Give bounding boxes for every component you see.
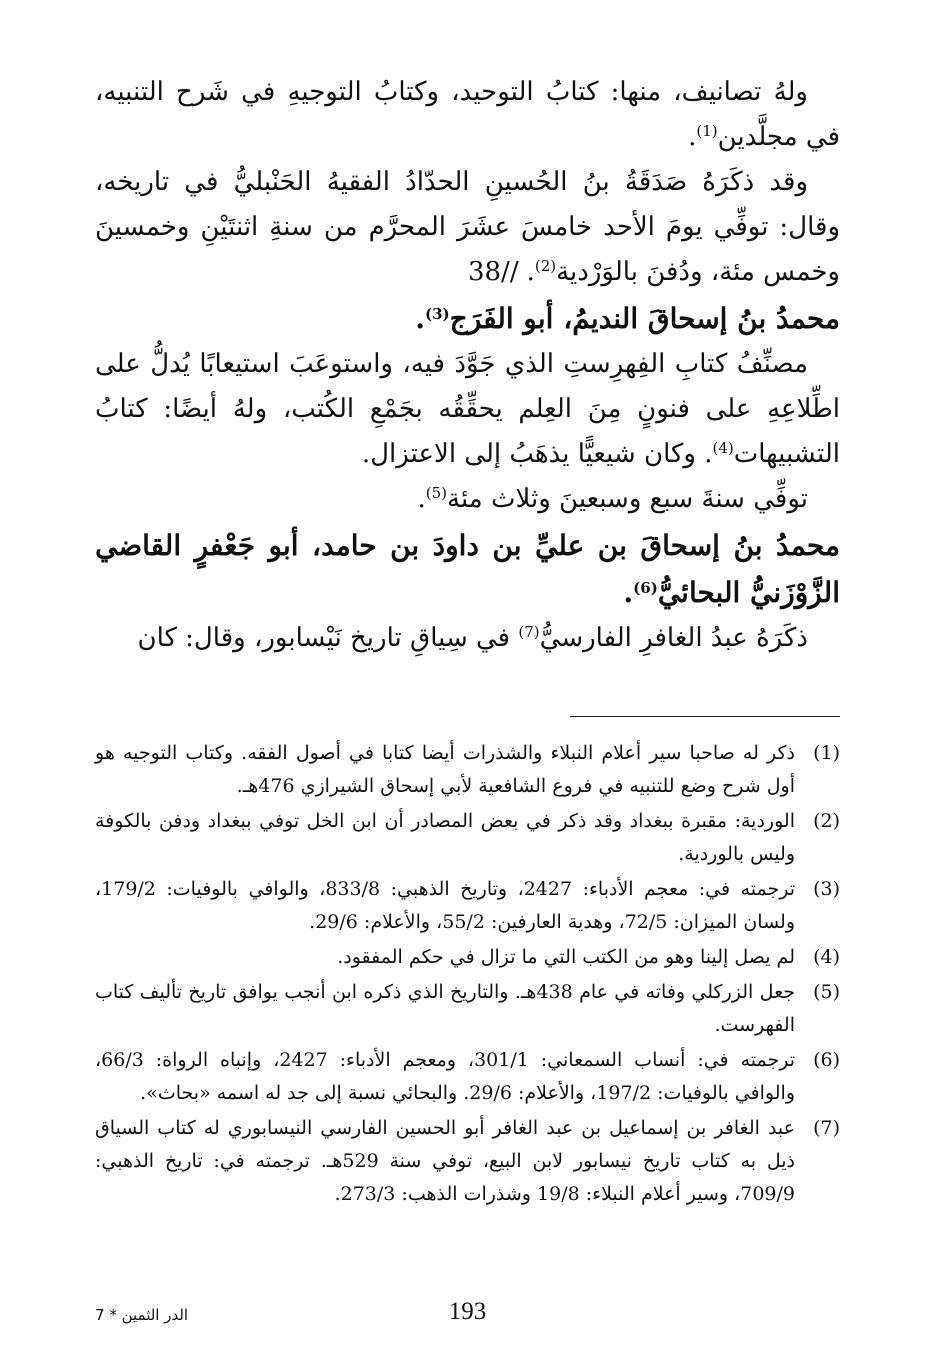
footnote-number: (1) <box>813 742 840 764</box>
footnote <box>95 976 840 1042</box>
paragraph-5 <box>95 616 840 661</box>
footnote-separator <box>570 716 840 717</box>
footnote <box>95 873 840 939</box>
footnote-number: (4) <box>813 946 840 968</box>
entry-heading-1 <box>95 295 840 342</box>
footnote-text: ذكر له صاحبا سير أعلام النبلاء والشذرات أيضا كتابا في أصول الفقه. وكتاب التوجيه هو أول شرح وضع للتنبيه في فروع الشافعية لأبي إسحاق الشيرازي 476هـ. <box>95 742 795 797</box>
book-page <box>95 70 840 1330</box>
footnote <box>95 1112 840 1211</box>
paragraph-4 <box>95 477 840 522</box>
page-footer <box>95 1298 840 1334</box>
paragraph-1-text: ولهُ تصانيف، منها: كتابُ التوحيد، وكتابُ التوجيهِ في شَرح التنبيه، في مجلَّدين <box>95 77 840 152</box>
printer-signature: الدر الثمين * 7 <box>95 1306 189 1324</box>
entry-heading-2-text: محمدُ بنُ إسحاقَ بن عليِّ بن داودَ بن حامد، أبو جَعْفرٍ القاضي الزَّوْزَنيُّ البحائيُّ <box>95 529 840 609</box>
paragraph-2-end: . <box>526 257 535 287</box>
footnote-text: عبد الغافر بن إسماعيل بن عبد الغافر أبو الحسين الفارسي النيسابوري له كتاب السياق ذيل به كتاب تاريخ نيسابور لابن البيع، توفي سنة 529هـ. ترجمته في: تاريخ الذهبي: 709/9، وسير أعلام النبلاء: 19/8 وشذرات الذهب: 273/3. <box>95 1117 795 1205</box>
paragraph-3 <box>95 342 840 477</box>
footnote-text: ترجمته في: أنساب السمعاني: 301/1، ومعجم الأدباء: 2427، وإنباه الرواة: 66/3، والوافي بالوفيات: 197/2، والأعلام: 29/6. والبحائي نسبة إلى جد له اسمه «بحاث». <box>95 1049 795 1104</box>
footnote <box>95 1044 840 1110</box>
footnote-number: (7) <box>813 1117 840 1139</box>
main-text <box>95 70 840 661</box>
footnote-text: جعل الزركلي وفاته في عام 438هـ. والتاريخ الذي ذكره ابن أنجب يوافق تاريخ تأليف كتاب الفهرست. <box>95 981 795 1036</box>
footnote <box>95 805 840 871</box>
page-number: 193 <box>448 1298 487 1325</box>
paragraph-3-text: مصنِّفُ كتابِ الفِهرِستِ الذي جَوَّدَ فيه، واستوعَبَ استيعابًا يُدلُّ على اطِّلاعِهِ على فنونٍ مِنَ العِلم يحقِّقُه بجَمْعِ الكُتب، ولهُ أيضًا: كتابُ التشبيهات <box>95 349 840 469</box>
footnote <box>95 941 840 974</box>
paragraph-4-end: . <box>417 484 426 514</box>
paragraph-2 <box>95 160 840 295</box>
entry-heading-1-text: محمدُ بنُ إسحاقَ النديمُ، أبو الفَرَج <box>449 302 840 335</box>
footnote-number: (3) <box>813 878 840 900</box>
footnotes <box>95 737 840 1213</box>
paragraph-5-text: ذكَرَهُ عبدُ الغافرِ الفارسيُّ <box>539 623 808 653</box>
paragraph-1 <box>95 70 840 160</box>
footnote-number: (5) <box>813 981 840 1003</box>
paragraph-1-end: . <box>688 122 697 152</box>
paragraph-4-text: توفِّي سنةَ سبع وسبعينَ وثلاث مئة <box>447 484 808 514</box>
footnote-text: ترجمته في: معجم الأدباء: 2427، وتاريخ الذهبي: 833/8، والوافي بالوفيات: 179/2، ولسان الميزان: 72/5، وهدية العارفين: 55/2، والأعلام: 29/6. <box>95 878 796 933</box>
footnote-ref-2[interactable]: (2) <box>534 257 557 275</box>
footnote <box>95 737 840 803</box>
footnote-number: (2) <box>813 810 840 832</box>
entry-heading-1-end: . <box>415 302 425 335</box>
footnote-number: (6) <box>813 1049 840 1071</box>
paragraph-2-text: وقد ذكَرَهُ صَدَقَةُ بنُ الحُسينِ الحدّادُ الفقيهُ الحَنْبليُّ في تاريخه، وقال: توفِّي يومَ الأحد خامسَ عشَرَ المحرَّم من سنةِ اثنتَيْنِ وخمسينَ وخمس مئة، ودُفنَ بالوَرْدية <box>95 167 840 287</box>
footnote-ref-3[interactable]: (3) <box>425 305 450 323</box>
footnote-ref-1[interactable]: (1) <box>696 122 718 140</box>
manuscript-folio-marker: 38// <box>467 257 519 287</box>
footnote-ref-7[interactable]: (7) <box>518 623 540 641</box>
paragraph-5-end: في سِياقِ تاريخ نَيْسابور، وقال: كان <box>137 623 519 653</box>
entry-heading-2 <box>95 522 840 616</box>
footnote-text: الوردية: مقبرة ببغداد وقد ذكر في بعض المصادر أن ابن الخل توفي ببغداد ودفن بالكوفة وليس بالوردية. <box>95 810 795 865</box>
footnote-ref-6[interactable]: (6) <box>633 579 658 597</box>
footnote-ref-4[interactable]: (4) <box>712 439 734 457</box>
footnote-text: لم يصل إلينا وهو من الكتب التي ما تزال في حكم المفقود. <box>337 946 795 968</box>
entry-heading-2-end: . <box>623 576 634 609</box>
footnote-ref-5[interactable]: (5) <box>425 484 447 502</box>
paragraph-3-end: . وكان شيعيًّا يذهَبُ إلى الاعتزال. <box>361 439 713 469</box>
